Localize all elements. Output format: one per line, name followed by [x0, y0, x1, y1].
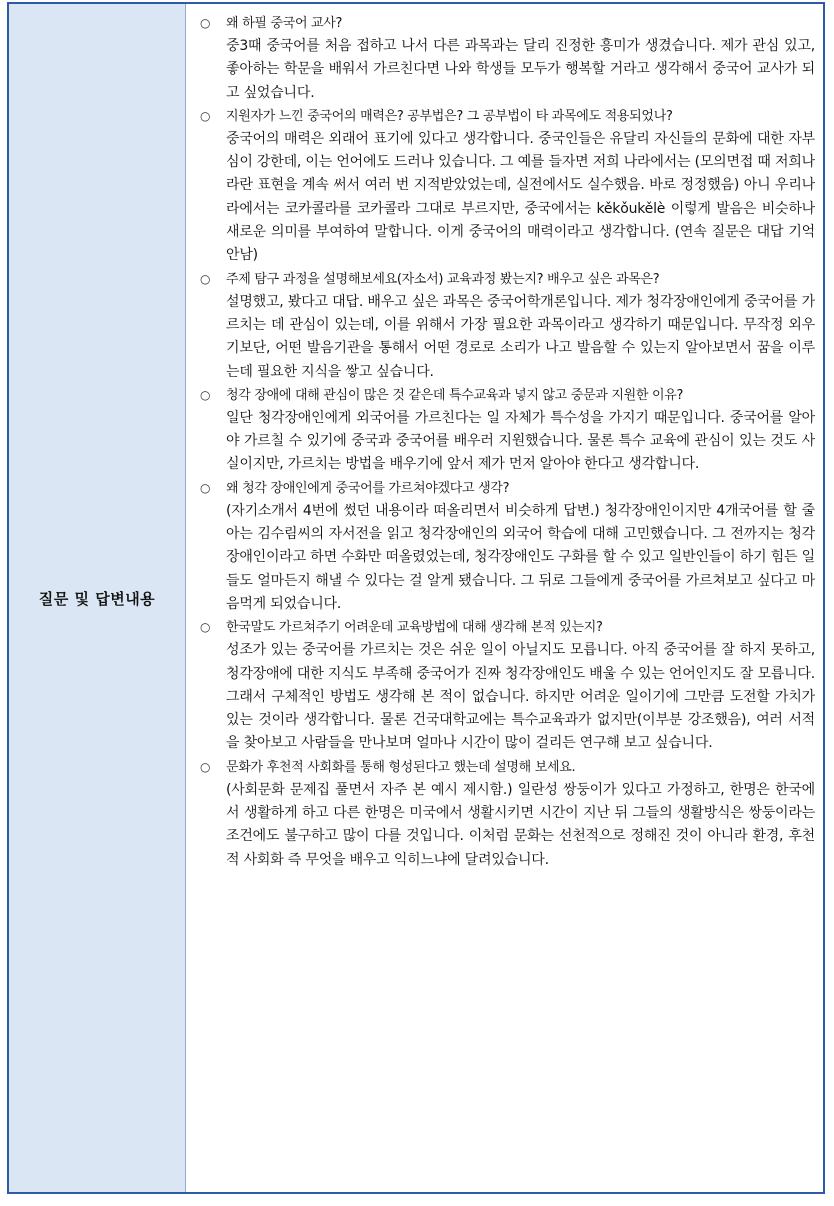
answer-text: (사회문화 문제집 풀면서 자주 본 예시 제시함.) 일란성 쌍둥이가 있다고 가정하고, 한명은 한국에서 생활하게 하고 다른 한명은 미국에서 생활시키면 시간이 지난 뒤 그들의 생활방식은 쌍둥이라는 조건에도 불구하고 많이 다를 것입니다. 이처럼 문화는 선천적으로 정해진 것이 아니라 환경, 후천적 사회화 즉 무엇을 배우고 익히느냐에 달려있습니다.	[226, 781, 815, 868]
bullet-icon: ○	[200, 480, 211, 495]
question-text: 지원자가 느낀 중국어의 매력은? 공부법은? 그 공부법이 타 과목에도 적용되었나?	[226, 108, 673, 124]
question-text: 왜 하필 중국어 교사?	[226, 16, 343, 31]
qa-item-4	[196, 384, 815, 477]
answer-text: 일단 청각장애인에게 외국어를 가르친다는 일 자체가 특수성을 가지기 때문입니다. 중국어를 알아야 가르칠 수 있기에 중국과 중국어를 배우러 지원했습니다. 물론 특수 교육에 관심이 있는 것도 사실이지만, 가르치는 방법을 배우기에 앞서 제가 먼저 알아야 한다고 생각합니다.	[226, 409, 815, 473]
qa-item-5	[196, 477, 815, 616]
qa-item-6	[196, 616, 815, 755]
qa-item-1	[196, 12, 815, 105]
qa-item-2	[196, 105, 815, 268]
answer-text: 성조가 있는 중국어를 가르치는 것은 쉬운 일이 아닐지도 모릅니다. 아직 중국어를 잘 하지 못하고, 청각장애에 대한 지식도 부족해 중국어가 진짜 청각장애인도 배울 수 있는 언어인지도 잘 모릅니다. 그래서 구체적인 방법도 생각해 본 적이 없습니다. 하지만 어려운 일이기에 그만큼 도전할 가치가 있는 것이라 생각합니다. 물론 건국대학교에는 특수교육과가 없지만(이부분 강조했음), 여러 서적을 찾아보고 사람들을 만나보며 얼마나 시간이 많이 걸리든 연구해 보고 싶습니다.	[226, 642, 815, 752]
bullet-icon: ○	[200, 759, 211, 774]
question-text: 한국말도 가르쳐주기 어려운데 교육방법에 대해 생각해 본적 있는지?	[226, 620, 603, 636]
bullet-icon: ○	[200, 387, 211, 402]
question-text: 문화가 후천적 사회화를 통해 형성된다고 했는데 설명해 보세요.	[226, 759, 576, 775]
qa-content-cell	[186, 4, 823, 1192]
section-label-cell	[9, 4, 186, 1192]
question-text: 주제 탐구 과정을 설명해보세요(자소서) 교육과정 봤는지? 배우고 싶은 과목은?	[226, 271, 660, 287]
question-text: 청각 장애에 대해 관심이 많은 것 같은데 특수교육과 넣지 않고 중문과 지원한 이유?	[226, 387, 684, 403]
answer-text: 중3때 중국어를 처음 접하고 나서 다른 과목과는 달리 진정한 흥미가 생겼습니다. 제가 관심 있고, 좋아하는 학문을 배워서 가르친다면 나와 학생들 모두가 행복할 거라고 생각해서 중국어 교사가 되고 싶었습니다.	[226, 38, 815, 101]
section-label: 질문 및 답변내용	[38, 589, 156, 608]
qa-item-7	[196, 756, 815, 872]
answer-text: 설명했고, 봤다고 대답. 배우고 싶은 과목은 중국어학개론입니다. 제가 청각장애인에게 중국어를 가르치는 데 관심이 있는데, 이를 위해서 가장 필요한 과목이라고 생각하기 때문입니다. 무작정 외우기보단, 어떤 발음기관을 통해서 어떤 경로로 소리가 나고 발음할 수 있는지 알아보면서 꿈을 이루는데 필요한 지식을 쌓고 싶습니다.	[226, 293, 815, 380]
bullet-icon: ○	[200, 271, 211, 286]
interview-table	[7, 2, 825, 1194]
answer-text: (자기소개서 4번에 썼던 내용이라 떠올리면서 비슷하게 답변.) 청각장애인이지만 4개국어를 할 줄 아는 김수림씨의 자서전을 읽고 청각장애인의 외국어 학습에 대해 고민했습니다. 그 전까지는 청각장애인이라고 하면 수화만 떠올렸었는데, 청각장애인도 구화를 할 수 있고 일반인들이 하기 힘든 일들도 얼마든지 해낼 수 있다는 걸 알게 됐습니다. 그 뒤로 그들에게 중국어를 가르쳐보고 싶다고 마음먹게 되었습니다.	[226, 502, 815, 612]
qa-item-3	[196, 268, 815, 384]
answer-text: 중국어의 매력은 외래어 표기에 있다고 생각합니다. 중국인들은 유달리 자신들의 문화에 대한 자부심이 강한데, 이는 언어에도 드러나 있습니다. 그 예를 들자면 저희 나라에서는 (모의면접 때 저희나라란 표현을 계속 써서 여러 번 지적받았었는데, 실전에서도 실수했음. 바로 정정했음) 아니 우리나라에서는 코카콜라를 코카콜라 그대로 부르지만, 중국에서는 kěkǒukělè 이렇게 발음은 비슷하나 새로운 의미를 부여하여 말합니다. 이게 중국어의 매력이라고 생각합니다. (연속 질문은 대답 기억안남)	[226, 130, 815, 264]
bullet-icon: ○	[200, 108, 211, 123]
bullet-icon: ○	[200, 620, 211, 635]
question-text: 왜 청각 장애인에게 중국어를 가르쳐야겠다고 생각?	[226, 480, 510, 496]
bullet-icon: ○	[200, 16, 211, 30]
